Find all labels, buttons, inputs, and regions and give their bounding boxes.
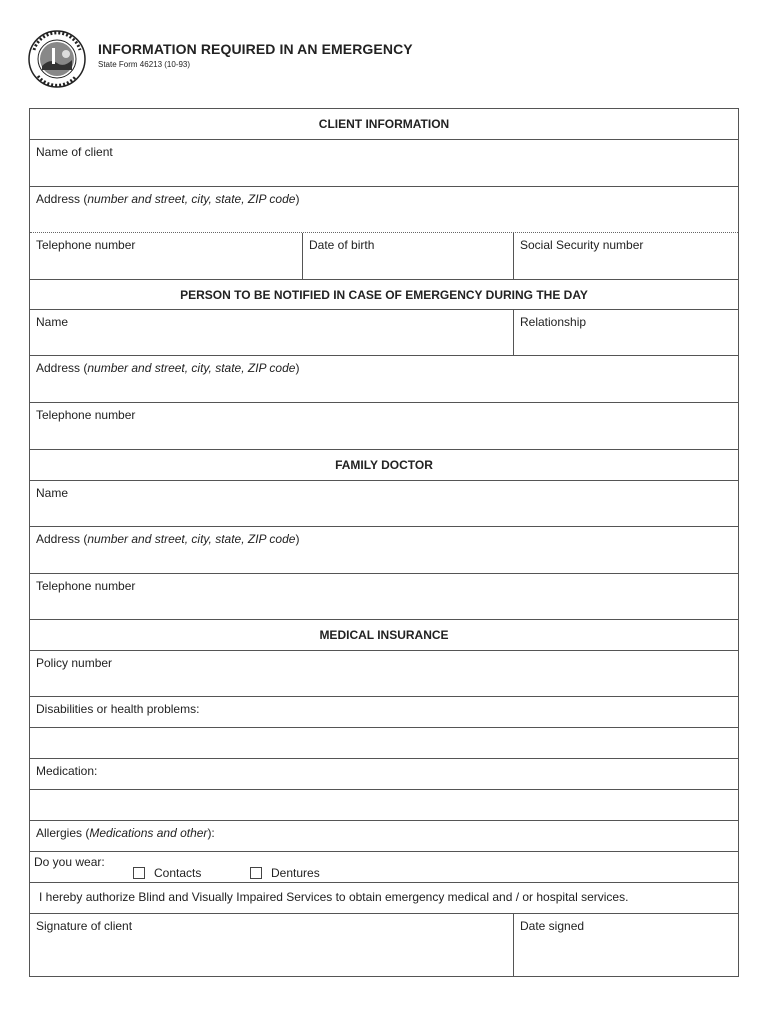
doctor-name-field[interactable] <box>30 481 738 527</box>
state-seal-logo <box>28 30 86 88</box>
contacts-checkbox[interactable] <box>133 867 145 879</box>
contact-relationship-field[interactable]: Relationship <box>513 310 738 355</box>
client-phone-field[interactable]: Telephone number <box>36 238 136 252</box>
doctor-address-field[interactable] <box>30 527 738 574</box>
insurance-section-header: MEDICAL INSURANCE <box>30 620 738 651</box>
dentures-checkbox[interactable] <box>250 867 262 879</box>
disabilities-label: Disabilities or health problems: <box>36 702 200 716</box>
doctor-name-label: Name <box>36 486 69 500</box>
signature-row <box>30 914 738 976</box>
contacts-label: Contacts <box>154 866 202 880</box>
client-details-row <box>30 233 738 280</box>
contact-address-label: Address (number and street, city, state, ZIP code) <box>36 361 300 375</box>
contact-phone-label: Telephone number <box>36 408 136 422</box>
doctor-section-header: FAMILY DOCTOR <box>30 450 738 481</box>
contact-address-field[interactable] <box>30 356 738 403</box>
allergies-field[interactable] <box>30 821 738 852</box>
policy-number-field[interactable] <box>30 651 738 697</box>
form-id: State Form 46213 (10-93) <box>98 60 191 69</box>
client-address-label: Address (number and street, city, state, ZIP code) <box>36 192 300 206</box>
disabilities-continuation-line[interactable] <box>30 728 738 759</box>
contact-section-header: PERSON TO BE NOTIFIED IN CASE OF EMERGENCY DURING THE DAY <box>30 280 738 310</box>
policy-number-label: Policy number <box>36 656 113 670</box>
wear-label: Do you wear: <box>34 855 105 869</box>
allergies-label: Allergies (Medications and other): <box>36 826 215 840</box>
contact-name-field[interactable]: Name <box>36 315 69 329</box>
authorization-row <box>30 883 738 914</box>
medication-label: Medication: <box>36 764 98 778</box>
contact-phone-field[interactable] <box>30 403 738 450</box>
client-name-field[interactable] <box>30 140 738 187</box>
form-title: INFORMATION REQUIRED IN AN EMERGENCY <box>98 41 413 57</box>
client-section-header: CLIENT INFORMATION <box>30 109 738 140</box>
dentures-option[interactable] <box>250 866 320 880</box>
doctor-phone-field[interactable] <box>30 574 738 620</box>
contacts-option[interactable] <box>133 866 201 880</box>
client-name-label: Name of client <box>36 145 113 159</box>
medication-field[interactable] <box>30 759 738 790</box>
client-dob-field[interactable]: Date of birth <box>302 233 513 279</box>
contact-name-row <box>30 310 738 356</box>
client-signature-field[interactable]: Signature of client <box>36 919 133 933</box>
doctor-phone-label: Telephone number <box>36 579 136 593</box>
client-ssn-field[interactable]: Social Security number <box>513 233 738 279</box>
wear-row <box>30 852 738 883</box>
disabilities-field[interactable] <box>30 697 738 728</box>
date-signed-field[interactable]: Date signed <box>513 914 738 976</box>
client-address-field[interactable] <box>30 187 738 233</box>
doctor-address-label: Address (number and street, city, state, ZIP code) <box>36 532 300 546</box>
dentures-label: Dentures <box>271 866 320 880</box>
authorization-statement: I hereby authorize Blind and Visually Impaired Services to obtain emergency medical and / or hospital services. <box>39 890 629 904</box>
medication-continuation-line[interactable] <box>30 790 738 821</box>
emergency-form <box>29 108 739 977</box>
